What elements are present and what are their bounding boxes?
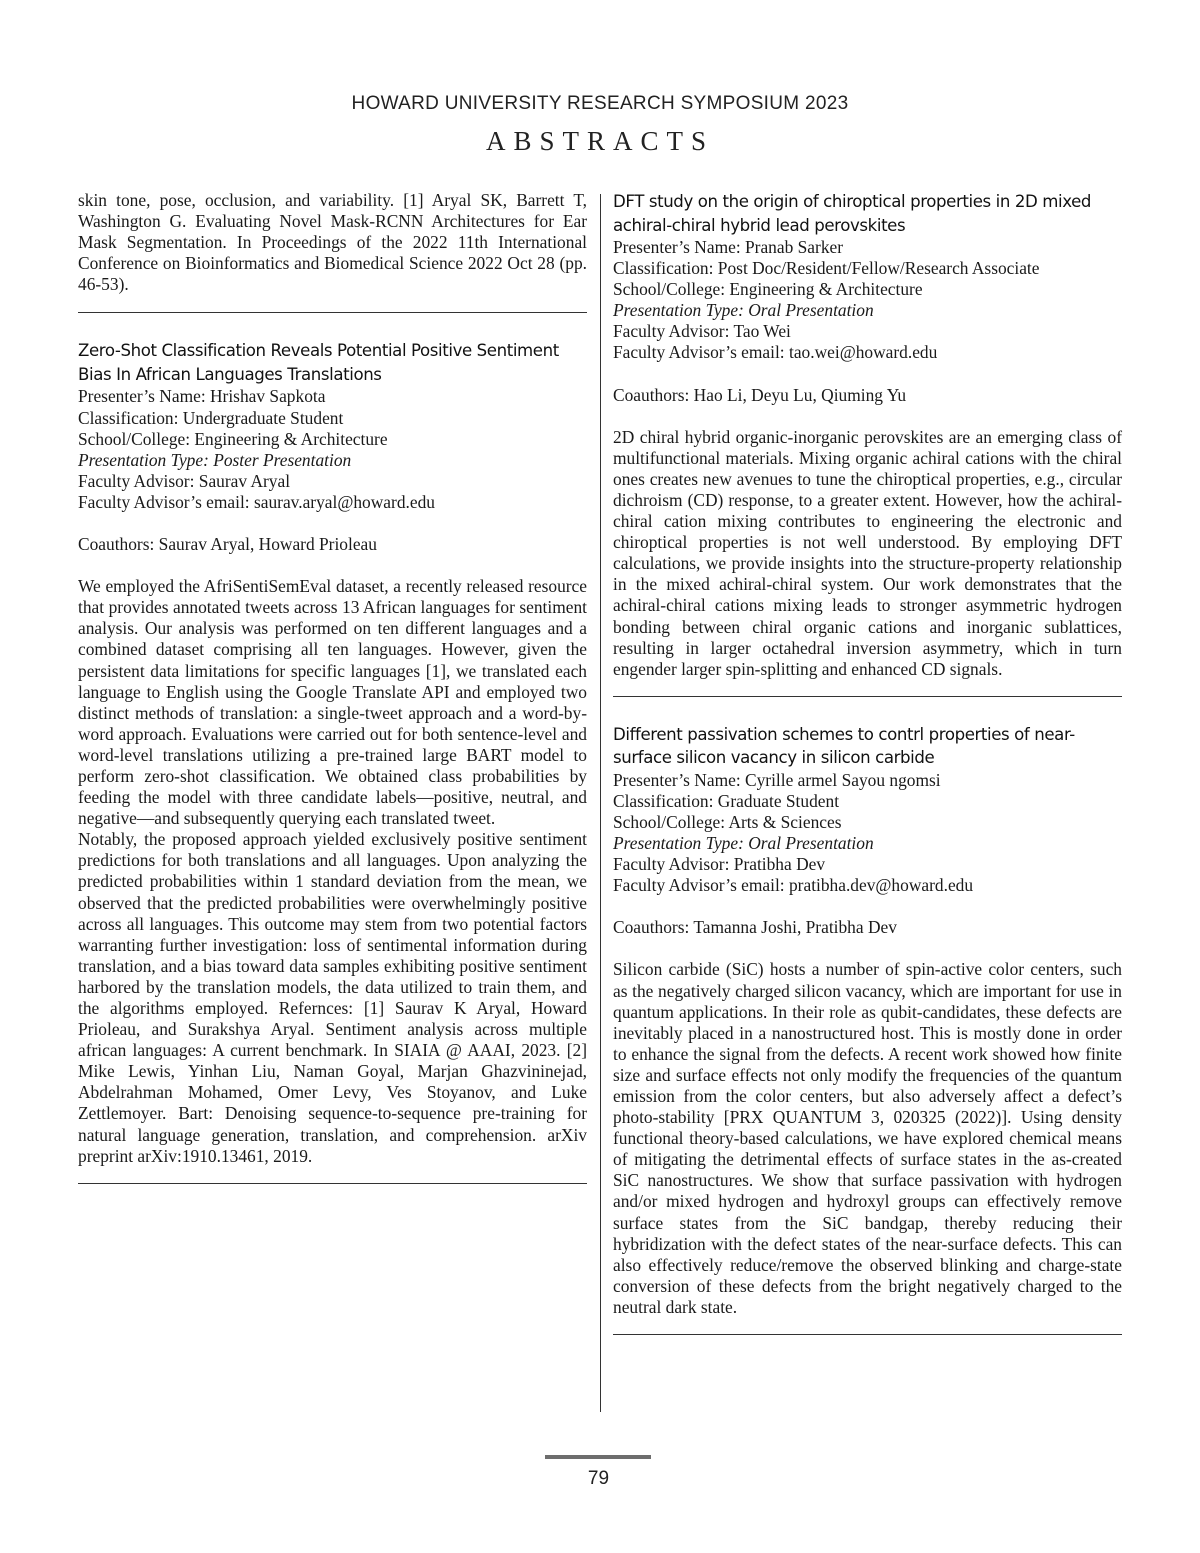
abstract-title: Zero-Shot Classification Reveals Potential Positive Sentiment Bias In African Languages Translations [78, 341, 559, 384]
classification: Classification: Undergraduate Student [78, 407, 344, 428]
faculty-advisor-email: Faculty Advisor’s email: pratibha.dev@howard.edu [613, 875, 974, 896]
abstract-body: 2D chiral hybrid organic-inorganic perovskites are an emerging class of multifunctional materials. Mixing organic achiral cations with the chiral ones creates new avenues to tune the chiroptical properties, e.g., circular dichroism (CD) response, to a greater extent. However, how the achiral-chiral cation mixing contributes to engineering the electronic and chiroptical properties is not well understood. By employing DFT calculations, we provide insights into the structure-property relationship in the mixed achiral-chiral system. Our work demonstrates that the achiral-chiral cations mixing leads to stronger asymmetric hydrogen bonding between chiral organic cations and inorganic sublattices, resulting in larger octahedral inversion asymmetry, which in turn engender larger spin-splitting and enhanced CD signals. [613, 426, 1122, 679]
left-column [78, 190, 587, 1184]
faculty-advisor-email: Faculty Advisor’s email: tao.wei@howard.edu [613, 342, 938, 363]
faculty-advisor: Faculty Advisor: Pratibha Dev [613, 854, 826, 875]
abstract-body-paragraph-2: Notably, the proposed approach yielded exclusively positive sentiment predictions for both translations and all languages. Upon analyzing the predicted probabilities within 1 standard deviation from the mean, we observed that the predicted probabilities were overwhelmingly positive across all languages. This outcome may stem from two potential factors warranting further investigation: loss of sentimental information during translation, and a bias toward data samples exhibiting positive sentiment harbored by the translation models, the data utilized to train them, and the algorithms employed. Refernces: [1] Saurav K Aryal, Howard Prioleau, and Surakshya Aryal. Sentiment analysis across multiple african languages: A current benchmark. In SIAIA @ AAAI, 2023. [2] Mike Lewis, Yinhan Liu, Naman Goyal, Marjan Ghazvininejad, Abdelrahman Mohamed, Omer Levy, Ves Stoyanov, and Luke Zettlemoyer. Bart: Denoising sequence-to-sequence pre-training for natural language generation, translation, and comprehension. arXiv preprint arXiv:1910.13461, 2019. [78, 829, 587, 1166]
school-college: School/College: Engineering & Architecture [613, 279, 923, 300]
section-divider [613, 1334, 1122, 1335]
abstract-title: Different passivation schemes to contrl properties of near-surface silicon vacancy in silicon carbide [613, 724, 1075, 768]
coauthors: Coauthors: Tamanna Joshi, Pratibha Dev [613, 917, 897, 938]
faculty-advisor: Faculty Advisor: Tao Wei [613, 321, 791, 342]
presentation-type: Presentation Type: Poster Presentation [78, 449, 352, 470]
presenter-name: Presenter’s Name: Cyrille armel Sayou ngomsi [613, 769, 941, 790]
column-divider [600, 194, 601, 1412]
classification: Classification: Post Doc/Resident/Fellow/Research Associate [613, 258, 1040, 279]
school-college: School/College: Arts & Sciences [613, 811, 842, 832]
abstract-body: Silicon carbide (SiC) hosts a number of spin-active color centers, such as the negatively charged silicon vacancy, which are important for use in quantum applications. In their role as qubit-candidates, these defects are inevitably placed in a nanostructured host. This is mostly done in order to enhance the signal from the defects. A recent work showed how finite size and surface effects not only modify the frequencies of the quantum emission from the color centers, but also adversely affect a defect’s photo-stability [PRX QUANTUM 3, 020325 (2022)]. Using density functional theory-based calculations, we have explored chemical means of mitigating the detrimental effects of surface states in the as-created SiC nanostructures. We show that surface passivation with hydrogen and/or mixed hydrogen and hydroxyl groups can effectively remove surface states from the SiC bandgap, thereby reducing their hybridization with the defect states of the near-surface defects. This can also effectively reduce/remove the observed blinking and charge-state conversion of these defects from the bright negatively charged to the neutral dark state. [613, 959, 1122, 1317]
presenter-name: Presenter’s Name: Pranab Sarker [613, 237, 844, 257]
page-number: 79 [587, 1468, 610, 1489]
coauthors: Coauthors: Saurav Aryal, Howard Prioleau [78, 534, 377, 555]
faculty-advisor: Faculty Advisor: Saurav Aryal [78, 470, 291, 491]
symposium-header: HOWARD UNIVERSITY RESEARCH SYMPOSIUM 2023 [351, 93, 849, 114]
classification: Classification: Graduate Student [613, 790, 840, 811]
section-title: ABSTRACTS [485, 126, 715, 156]
abstract-title: DFT study on the origin of chiroptical properties in 2D mixed achiral-chiral hybrid lead perovskites [613, 192, 1092, 235]
faculty-advisor-email: Faculty Advisor’s email: saurav.aryal@howard.edu [78, 491, 435, 512]
coauthors: Coauthors: Hao Li, Deyu Lu, Qiuming Yu [613, 384, 907, 405]
abstract-body-paragraph-1: We employed the AfriSentiSemEval dataset, a recently released resource that provides annotated tweets across 13 African languages for sentiment analysis. Our analysis was performed on ten different languages and a combined dataset comprising all ten languages. However, given the persistent data limitations for specific languages [1], we translated each language to English using the Google Translate API and employed two distinct methods of translation: a single-tweet approach and a word-by-word approach. Evaluations were carried out for both sentence-level and word-level translations utilizing a pre-trained large BART model to perform zero-shot classification. We obtained class probabilities by feeding the model with three candidate labels—positive, neutral, and negative—and subsequently querying each translated tweet. [78, 576, 587, 829]
continued-text: skin tone, pose, occlusion, and variability. [1] Aryal SK, Barrett T, Washington G. Evaluating Novel Mask-RCNN Architectures for Ear Mask Segmentation. In Proceedings of the 2022 11th International Conference on Bioinformatics and Biomedical Science 2022 Oct 28 (pp. 46-53). [78, 190, 587, 295]
school-college: School/College: Engineering & Architecture [78, 428, 388, 449]
footer-bar [545, 1455, 651, 1459]
right-column [613, 190, 1122, 1335]
section-divider [78, 1183, 587, 1184]
presentation-type: Presentation Type: Oral Presentation [613, 300, 874, 321]
presentation-type: Presentation Type: Oral Presentation [613, 833, 874, 854]
presenter-name: Presenter’s Name: Hrishav Sapkota [78, 386, 326, 407]
